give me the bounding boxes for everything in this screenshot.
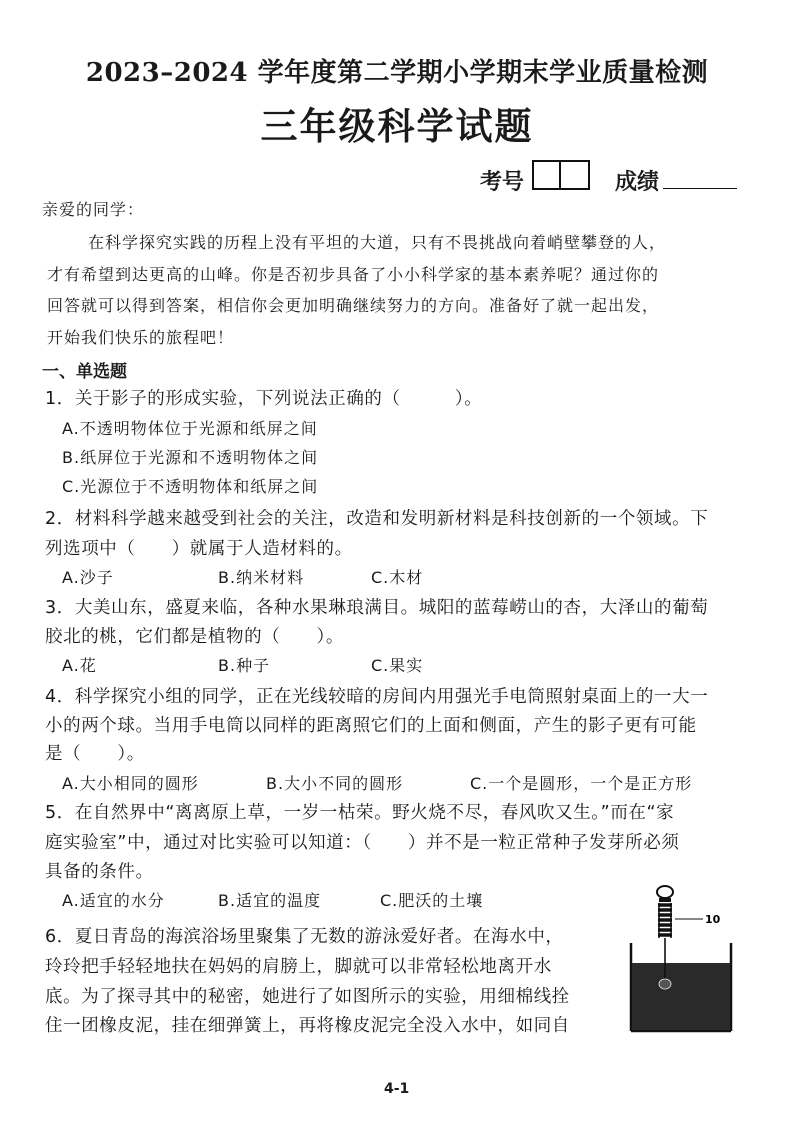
- score-label: 成绩: [615, 169, 660, 195]
- page-number: 4-1: [384, 1081, 410, 1097]
- plasticine-ball: [659, 979, 671, 989]
- question-4-option-a[interactable]: A.大小相同的圆形: [62, 774, 199, 793]
- question-2-option-b[interactable]: B.纳米材料: [218, 568, 305, 587]
- question-5-option-b[interactable]: B.适宜的温度: [218, 891, 322, 910]
- spring-scale-experiment-figure: [625, 883, 745, 1033]
- exam-number-boxes[interactable]: [532, 160, 590, 190]
- question-1-option-b[interactable]: B.纸屏位于光源和不透明物体之间: [62, 448, 319, 467]
- question-3-option-c[interactable]: C.果实: [371, 656, 424, 675]
- intro-line: 回答就可以得到答案，相信你会更加明确继续努力的方向。准备好了就一起出发，: [47, 296, 660, 315]
- exam-number-label: 考号: [480, 169, 525, 195]
- intro-greeting: 亲爱的同学：: [42, 200, 145, 219]
- question-2-text: 2．材料科学越来越受到社会的关注，改造和发明新材料是科技创新的一个领域。下: [45, 509, 709, 529]
- spring-coil: [658, 898, 672, 938]
- question-4-text: 小的两个球。当用手电筒以同样的距离照它们的上面和侧面，产生的影子更有可能: [45, 716, 697, 736]
- question-2-text: 列选项中（ ）就属于人造材料的。: [45, 539, 353, 559]
- question-3-option-b[interactable]: B.种子: [218, 656, 271, 675]
- exam-number-box[interactable]: [561, 160, 590, 190]
- question-4-option-c[interactable]: C.一个是圆形，一个是正方形: [470, 774, 693, 793]
- question-1-option-c[interactable]: C.光源位于不透明物体和纸屏之间: [62, 477, 319, 496]
- question-6-text: 玲玲把手轻轻地扶在妈妈的肩膀上，脚就可以非常轻松地离开水: [45, 957, 552, 977]
- exam-number-box[interactable]: [532, 160, 561, 190]
- intro-line: 在科学探究实践的历程上没有平坦的大道，只有不畏挑战向着峭壁攀登的人，: [88, 233, 667, 252]
- question-4-option-b[interactable]: B.大小不同的圆形: [266, 774, 404, 793]
- question-3-option-a[interactable]: A.花: [62, 656, 97, 675]
- question-2-option-c[interactable]: C.木材: [371, 568, 424, 587]
- question-2-option-a[interactable]: A.沙子: [62, 568, 114, 587]
- intro-line: 才有希望到达更高的山峰。你是否初步具备了小小科学家的基本素养呢？通过你的: [47, 265, 660, 284]
- question-1-text: 1．关于影子的形成实验，下列说法正确的（ ）。: [45, 389, 483, 409]
- question-6-text: 6．夏日青岛的海滨浴场里聚集了无数的游泳爱好者。在海水中，: [45, 927, 564, 947]
- question-4-text: 4．科学探究小组的同学，正在光线较暗的房间内用强光手电筒照射桌面上的一大一: [45, 687, 709, 707]
- exam-title: 2023–2024 学年度第二学期小学期末学业质量检测: [85, 58, 709, 88]
- hanging-ring: [657, 886, 673, 898]
- question-5-option-c[interactable]: C.肥沃的土壤: [380, 891, 484, 910]
- figure-label: 10: [705, 913, 721, 926]
- score-blank[interactable]: [663, 188, 737, 189]
- intro-line: 开始我们快乐的旅程吧！: [47, 328, 235, 347]
- question-5-text: 庭实验室”中，通过对比实验可以知道：（ ）并不是一粒正常种子发芽所必须: [45, 833, 680, 853]
- question-6-text: 底。为了探寻其中的秘密，她进行了如图所示的实验，用细棉线拴: [45, 987, 570, 1007]
- question-5-text: 具备的条件。: [45, 862, 154, 882]
- section-title: 一、单选题: [42, 362, 127, 382]
- question-5-option-a[interactable]: A.适宜的水分: [62, 891, 165, 910]
- question-5-text: 5．在自然界中“离离原上草，一岁一枯荣。野火烧不尽，春风吹又生。”而在“家: [45, 803, 675, 823]
- exam-subtitle: 三年级科学试题: [260, 104, 534, 148]
- question-6-text: 住一团橡皮泥，挂在细弹簧上，再将橡皮泥完全没入水中，如同自: [45, 1016, 570, 1036]
- question-3-text: 3．大美山东，盛夏来临，各种水果琳琅满目。城阳的蓝莓崂山的杏，大泽山的葡萄: [45, 598, 709, 618]
- question-4-text: 是（ ）。: [45, 744, 145, 764]
- question-1-option-a[interactable]: A.不透明物体位于光源和纸屏之间: [62, 419, 318, 438]
- question-3-text: 胶北的桃，它们都是植物的（ ）。: [45, 627, 344, 647]
- water: [632, 963, 730, 1030]
